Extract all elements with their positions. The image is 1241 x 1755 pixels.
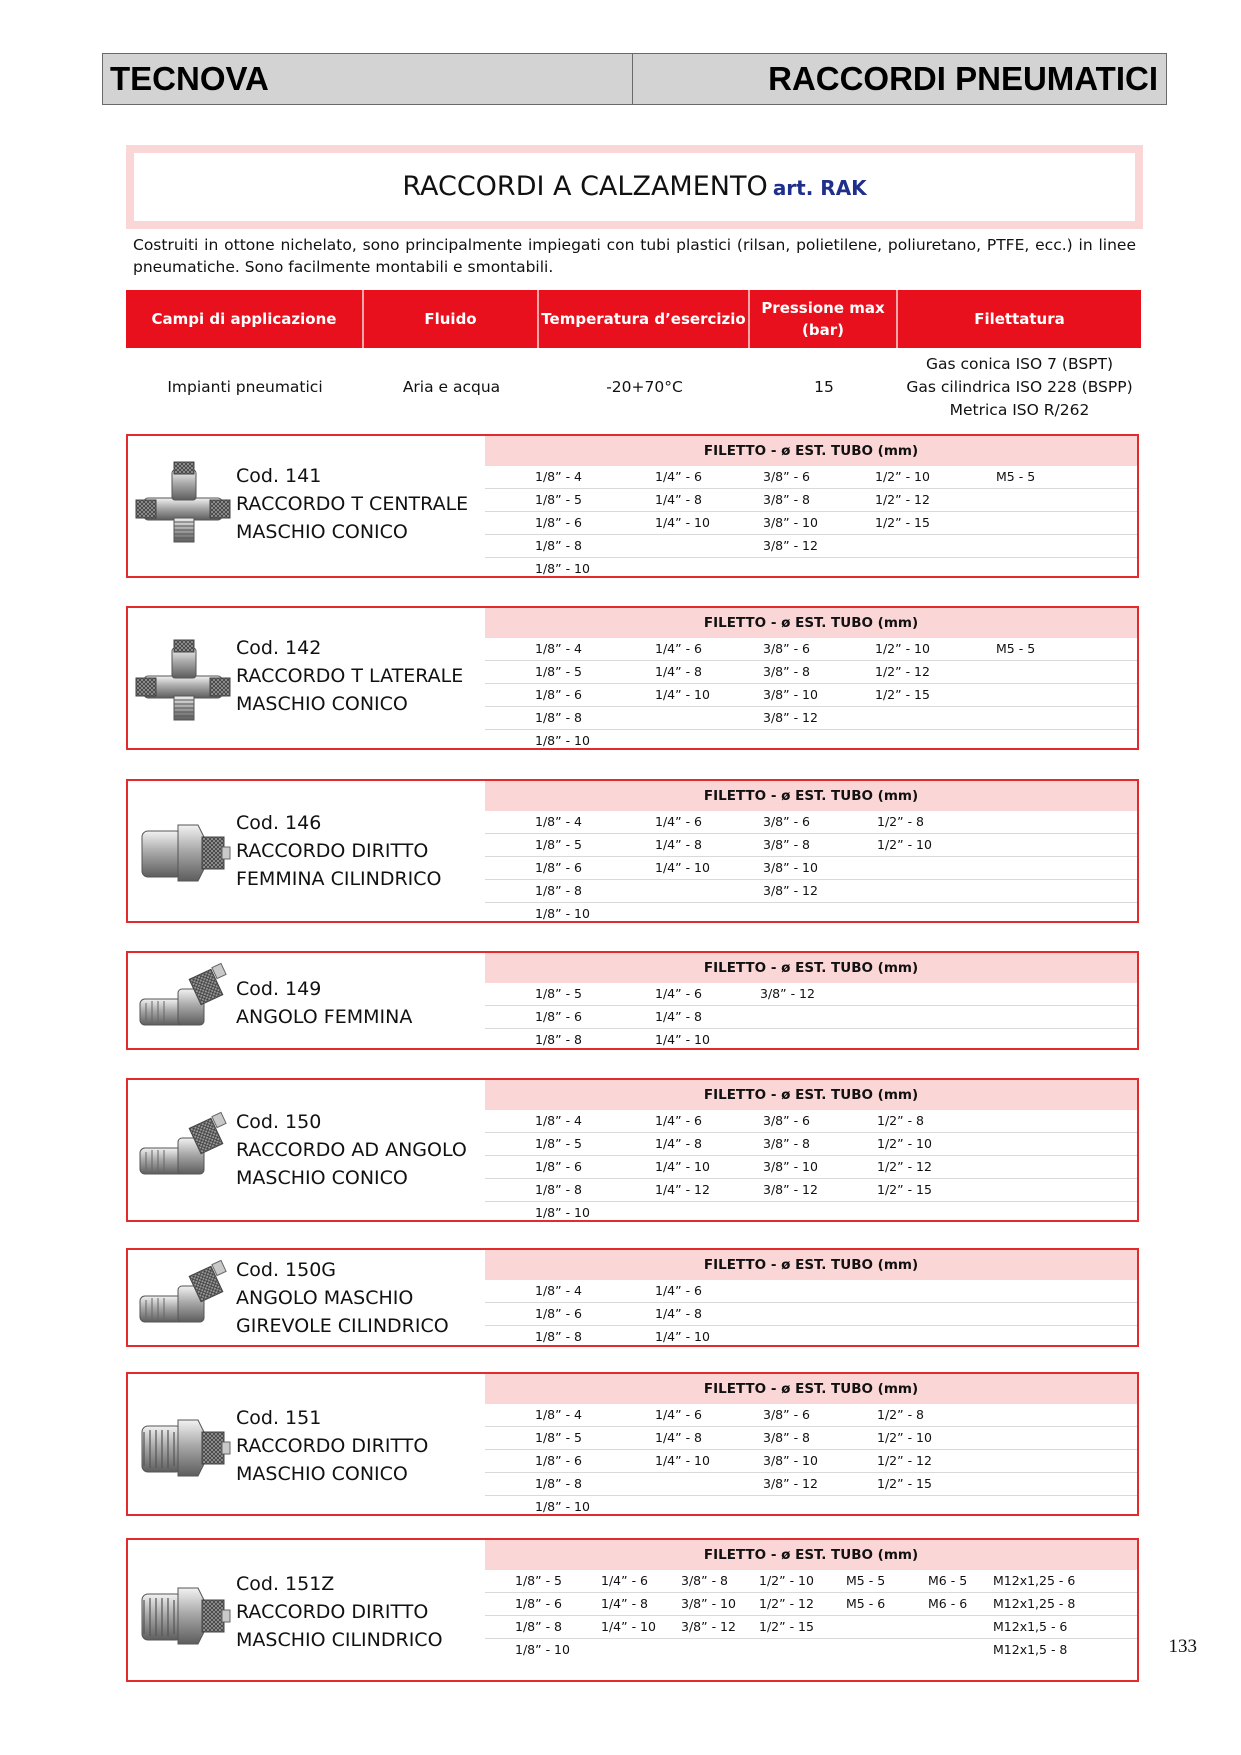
table-cell: 1/4” - 8 xyxy=(655,664,703,679)
product-code: Cod. 151 xyxy=(236,1407,322,1429)
applications-table xyxy=(126,290,1141,426)
table-cell: 1/8” - 5 xyxy=(535,986,583,1001)
table-cell: 1/2” - 12 xyxy=(875,664,930,679)
product-description-line: ANGOLO MASCHIO xyxy=(236,1287,414,1309)
table-cell: 1/4” - 10 xyxy=(655,1329,710,1344)
fitting-image xyxy=(134,1402,234,1492)
table-cell: 1/8” - 6 xyxy=(535,515,583,530)
table-cell: M6 - 6 xyxy=(928,1596,968,1611)
table-cell: 1/2” - 15 xyxy=(759,1619,814,1634)
table-cell: 3/8” - 12 xyxy=(763,710,818,725)
table-row xyxy=(485,489,1137,512)
table-cell: 1/4” - 8 xyxy=(655,1306,703,1321)
table-cell: 3/8” - 8 xyxy=(681,1573,729,1588)
table-row xyxy=(485,638,1137,661)
table-row xyxy=(485,1110,1137,1133)
fitting-image xyxy=(134,638,234,728)
table-cell: 3/8” - 12 xyxy=(681,1619,736,1634)
table-cell: 1/8” - 10 xyxy=(535,561,590,576)
table-cell: 1/4” - 6 xyxy=(655,1407,703,1422)
product-name xyxy=(236,1404,428,1488)
table-cell: 3/8” - 10 xyxy=(763,1453,818,1468)
table-cell: 1/8” - 6 xyxy=(535,860,583,875)
product-code: Cod. 150 xyxy=(236,1111,322,1133)
product-name xyxy=(236,1570,443,1654)
product-code: Cod. 141 xyxy=(236,465,322,487)
article-code: art. RAK xyxy=(772,176,867,200)
header-pressure-text: Pressione max (bar) xyxy=(761,299,885,339)
fitting-image xyxy=(134,1256,234,1346)
fitting-image xyxy=(134,460,234,550)
table-row xyxy=(485,558,1137,580)
table-cell: 1/4” - 10 xyxy=(655,515,710,530)
table-cell: 1/8” - 6 xyxy=(535,687,583,702)
product-description-line: RACCORDO DIRITTO xyxy=(236,840,429,862)
table-cell: 1/8” - 8 xyxy=(535,710,583,725)
table-cell: 1/4” - 10 xyxy=(655,1159,710,1174)
product-code: Cod. 146 xyxy=(236,812,322,834)
table-row xyxy=(485,1593,1137,1616)
table-cell: 3/8” - 12 xyxy=(763,538,818,553)
table-cell: 3/8” - 10 xyxy=(763,687,818,702)
table-cell: 3/8” - 6 xyxy=(763,469,811,484)
size-table-header: FILETTO - ø EST. TUBO (mm) xyxy=(485,1250,1137,1280)
page-title: RACCORDI A CALZAMENTO xyxy=(402,171,768,202)
table-row xyxy=(485,730,1137,752)
table-cell: 1/4” - 10 xyxy=(601,1619,656,1634)
table-cell: 1/8” - 10 xyxy=(515,1642,570,1657)
table-cell: 3/8” - 8 xyxy=(763,1430,811,1445)
table-row xyxy=(485,1496,1137,1518)
table-cell: 1/2” - 15 xyxy=(875,687,930,702)
table-row xyxy=(485,1156,1137,1179)
product-code: Cod. 150G xyxy=(236,1259,337,1281)
value-temperature: -20+70°C xyxy=(606,377,683,396)
table-cell: 3/8” - 12 xyxy=(763,1476,818,1491)
table-row xyxy=(485,1616,1137,1639)
table-cell: 3/8” - 12 xyxy=(760,986,815,1001)
table-cell: 1/4” - 6 xyxy=(655,986,703,1001)
table-cell: 1/2” - 15 xyxy=(877,1182,932,1197)
product-description-line: MASCHIO CILINDRICO xyxy=(236,1629,443,1651)
table-row xyxy=(485,1473,1137,1496)
table-cell: 1/4” - 10 xyxy=(655,1032,710,1047)
table-cell: M5 - 5 xyxy=(846,1573,886,1588)
product-block xyxy=(126,1372,1139,1516)
table-cell: 1/8” - 5 xyxy=(515,1573,563,1588)
table-cell: 3/8” - 12 xyxy=(763,883,818,898)
table-cell: 1/8” - 4 xyxy=(535,469,583,484)
table-cell: M12x1,25 - 6 xyxy=(993,1573,1076,1588)
table-row xyxy=(485,707,1137,730)
table-cell: 3/8” - 6 xyxy=(763,1113,811,1128)
value-fluid: Aria e acqua xyxy=(402,377,501,396)
product-description-line: RACCORDO AD ANGOLO xyxy=(236,1139,467,1161)
table-cell: 3/8” - 6 xyxy=(763,641,811,656)
header-fluid: Fluido xyxy=(364,290,539,348)
table-row xyxy=(485,1179,1137,1202)
size-table xyxy=(485,1080,1137,1224)
fitting-image xyxy=(134,1108,234,1198)
table-cell: 1/8” - 6 xyxy=(535,1453,583,1468)
table-cell: 1/4” - 8 xyxy=(655,492,703,507)
applications-data-row xyxy=(126,348,1141,426)
table-row xyxy=(485,661,1137,684)
table-cell: M12x1,25 - 8 xyxy=(993,1596,1076,1611)
table-cell: 1/8” - 8 xyxy=(515,1619,563,1634)
table-cell: M5 - 6 xyxy=(846,1596,886,1611)
table-cell: 1/4” - 6 xyxy=(655,1113,703,1128)
size-table xyxy=(485,1250,1137,1348)
table-cell: 1/4” - 6 xyxy=(655,641,703,656)
product-block xyxy=(126,779,1139,923)
table-cell: 3/8” - 10 xyxy=(763,860,818,875)
product-name xyxy=(236,975,412,1031)
table-cell: 1/8” - 8 xyxy=(535,1032,583,1047)
intro-text: Costruiti in ottone nichelato, sono principalmente impiegati con tubi plastici (rilsan, polietilene, poliuretano, PTFE, ecc.) in linee pneumatiche. Sono facilmente montabili e smontabili. xyxy=(133,236,1136,276)
fitting-image xyxy=(134,1570,234,1660)
table-cell: 3/8” - 12 xyxy=(763,1182,818,1197)
table-row xyxy=(485,535,1137,558)
table-cell: 3/8” - 8 xyxy=(763,837,811,852)
table-row xyxy=(485,1326,1137,1348)
product-name xyxy=(236,1108,467,1192)
table-row xyxy=(485,466,1137,489)
product-name xyxy=(236,634,463,718)
product-description-line: GIREVOLE CILINDRICO xyxy=(236,1315,449,1337)
size-table xyxy=(485,608,1137,752)
table-cell: 1/2” - 12 xyxy=(877,1159,932,1174)
table-cell: M12x1,5 - 8 xyxy=(993,1642,1068,1657)
table-cell: 1/2” - 15 xyxy=(875,515,930,530)
table-cell: 1/8” - 10 xyxy=(535,733,590,748)
product-description-line: RACCORDO DIRITTO xyxy=(236,1435,429,1457)
table-row xyxy=(485,834,1137,857)
table-cell: 1/2” - 12 xyxy=(877,1453,932,1468)
table-cell: 1/4” - 10 xyxy=(655,860,710,875)
table-cell: 1/4” - 8 xyxy=(655,1009,703,1024)
table-cell: 3/8” - 10 xyxy=(763,515,818,530)
table-cell: 1/2” - 15 xyxy=(877,1476,932,1491)
table-row xyxy=(485,1029,1137,1051)
table-cell: 1/4” - 8 xyxy=(655,1136,703,1151)
table-cell: 3/8” - 10 xyxy=(681,1596,736,1611)
brand-header: TECNOVA xyxy=(102,53,633,105)
table-row xyxy=(485,1280,1137,1303)
table-cell: 1/2” - 10 xyxy=(877,1136,932,1151)
table-cell: 1/8” - 5 xyxy=(535,492,583,507)
table-row xyxy=(485,1570,1137,1593)
size-table-header: FILETTO - ø EST. TUBO (mm) xyxy=(485,436,1137,466)
table-row xyxy=(485,857,1137,880)
table-row xyxy=(485,1639,1137,1661)
table-cell: 1/8” - 10 xyxy=(535,1499,590,1514)
fitting-image xyxy=(134,959,234,1049)
size-table xyxy=(485,1540,1137,1661)
product-code: Cod. 149 xyxy=(236,978,322,1000)
product-block xyxy=(126,606,1139,750)
table-cell: 1/8” - 5 xyxy=(535,837,583,852)
product-name xyxy=(236,1256,449,1340)
table-cell: 1/8” - 4 xyxy=(535,1407,583,1422)
product-description-line: RACCORDO DIRITTO xyxy=(236,1601,429,1623)
fitting-image xyxy=(134,807,234,897)
product-name xyxy=(236,462,468,546)
table-cell: 1/4” - 6 xyxy=(601,1573,649,1588)
table-row xyxy=(485,684,1137,707)
table-row xyxy=(485,1202,1137,1224)
size-table xyxy=(485,781,1137,925)
table-cell: 1/8” - 6 xyxy=(535,1306,583,1321)
table-cell: 1/2” - 8 xyxy=(877,1113,925,1128)
table-row xyxy=(485,903,1137,925)
table-cell: 1/8” - 4 xyxy=(535,814,583,829)
table-cell: 1/4” - 10 xyxy=(655,1453,710,1468)
table-cell: 1/8” - 6 xyxy=(535,1009,583,1024)
value-pressure: 15 xyxy=(814,377,834,396)
page-number: 133 xyxy=(1168,1636,1197,1657)
table-cell: 1/2” - 10 xyxy=(759,1573,814,1588)
table-cell: 1/8” - 4 xyxy=(535,1283,583,1298)
size-table-header: FILETTO - ø EST. TUBO (mm) xyxy=(485,1540,1137,1570)
table-cell: 1/2” - 8 xyxy=(877,814,925,829)
table-cell: 1/2” - 12 xyxy=(875,492,930,507)
table-cell: 1/2” - 10 xyxy=(877,1430,932,1445)
size-table-header: FILETTO - ø EST. TUBO (mm) xyxy=(485,1080,1137,1110)
table-cell: 3/8” - 8 xyxy=(763,492,811,507)
table-cell: 1/8” - 5 xyxy=(535,664,583,679)
product-description-line: RACCORDO T LATERALE xyxy=(236,665,464,687)
size-table xyxy=(485,953,1137,1051)
table-row xyxy=(485,1404,1137,1427)
table-cell: M5 - 5 xyxy=(996,641,1036,656)
table-cell: 1/4” - 6 xyxy=(655,469,703,484)
size-table-header: FILETTO - ø EST. TUBO (mm) xyxy=(485,781,1137,811)
table-cell: 1/8” - 5 xyxy=(535,1430,583,1445)
product-block xyxy=(126,1248,1139,1347)
size-table xyxy=(485,436,1137,580)
product-description-line: RACCORDO T CENTRALE xyxy=(236,493,469,515)
table-cell: 3/8” - 6 xyxy=(763,814,811,829)
table-cell: 1/8” - 8 xyxy=(535,1476,583,1491)
table-cell: 1/8” - 8 xyxy=(535,883,583,898)
title-inner xyxy=(134,153,1135,221)
table-cell: 1/4” - 6 xyxy=(655,1283,703,1298)
table-cell: M12x1,5 - 6 xyxy=(993,1619,1068,1634)
title-banner xyxy=(126,145,1143,229)
table-cell: 1/8” - 8 xyxy=(535,1329,583,1344)
product-description-line: ANGOLO FEMMINA xyxy=(236,1006,413,1028)
size-table-header: FILETTO - ø EST. TUBO (mm) xyxy=(485,953,1137,983)
size-table-header: FILETTO - ø EST. TUBO (mm) xyxy=(485,608,1137,638)
table-cell: 1/8” - 8 xyxy=(535,1182,583,1197)
table-cell: 1/4” - 8 xyxy=(655,1430,703,1445)
table-cell: 1/2” - 10 xyxy=(877,837,932,852)
header-pressure xyxy=(750,290,898,348)
product-code: Cod. 151Z xyxy=(236,1573,335,1595)
table-cell: 1/2” - 10 xyxy=(875,469,930,484)
table-cell: 1/8” - 10 xyxy=(535,906,590,921)
table-cell: 1/4” - 8 xyxy=(601,1596,649,1611)
table-row xyxy=(485,1006,1137,1029)
table-row xyxy=(485,983,1137,1006)
table-cell: M5 - 5 xyxy=(996,469,1036,484)
value-applications: Impianti pneumatici xyxy=(167,377,323,396)
product-description-line: MASCHIO CONICO xyxy=(236,521,408,543)
table-row xyxy=(485,512,1137,535)
table-cell: 1/4” - 10 xyxy=(655,687,710,702)
table-cell: 3/8” - 8 xyxy=(763,1136,811,1151)
table-cell: 3/8” - 10 xyxy=(763,1159,818,1174)
table-row xyxy=(485,1427,1137,1450)
product-code: Cod. 142 xyxy=(236,637,322,659)
table-cell: 1/8” - 6 xyxy=(515,1596,563,1611)
header-thread: Filettatura xyxy=(974,310,1065,328)
table-cell: 1/8” - 6 xyxy=(535,1159,583,1174)
table-cell: 1/4” - 12 xyxy=(655,1182,710,1197)
product-description-line: MASCHIO CONICO xyxy=(236,1167,408,1189)
table-cell: 3/8” - 8 xyxy=(763,664,811,679)
table-cell: 1/4” - 8 xyxy=(655,837,703,852)
table-cell: M6 - 5 xyxy=(928,1573,968,1588)
table-cell: 1/8” - 10 xyxy=(535,1205,590,1220)
table-cell: 3/8” - 6 xyxy=(763,1407,811,1422)
table-row xyxy=(485,1450,1137,1473)
table-cell: 1/2” - 10 xyxy=(875,641,930,656)
product-description-line: FEMMINA CILINDRICO xyxy=(236,868,442,890)
product-block xyxy=(126,1078,1139,1222)
table-row xyxy=(485,880,1137,903)
table-row xyxy=(485,1303,1137,1326)
section-header: RACCORDI PNEUMATICI xyxy=(632,53,1167,105)
table-cell: 1/8” - 4 xyxy=(535,1113,583,1128)
table-cell: 1/2” - 8 xyxy=(877,1407,925,1422)
product-name xyxy=(236,809,442,893)
header-temperature: Temperatura d’esercizio xyxy=(539,290,750,348)
table-cell: 1/4” - 6 xyxy=(655,814,703,829)
table-cell: 1/8” - 5 xyxy=(535,1136,583,1151)
table-cell: 1/8” - 4 xyxy=(535,641,583,656)
header-applications: Campi di applicazione xyxy=(126,290,364,348)
size-table xyxy=(485,1374,1137,1518)
table-row xyxy=(485,811,1137,834)
size-table-header: FILETTO - ø EST. TUBO (mm) xyxy=(485,1374,1137,1404)
product-block xyxy=(126,434,1139,578)
product-block xyxy=(126,1538,1139,1682)
product-block xyxy=(126,951,1139,1050)
product-description-line: MASCHIO CONICO xyxy=(236,693,408,715)
table-cell: 1/8” - 8 xyxy=(535,538,583,553)
applications-header-row xyxy=(126,290,1141,348)
value-thread: Gas conica ISO 7 (BSPT) Gas cilindrica ISO 228 (BSPP) Metrica ISO R/262 xyxy=(906,354,1133,419)
table-cell: 1/2” - 12 xyxy=(759,1596,814,1611)
product-description-line: MASCHIO CONICO xyxy=(236,1463,408,1485)
table-row xyxy=(485,1133,1137,1156)
